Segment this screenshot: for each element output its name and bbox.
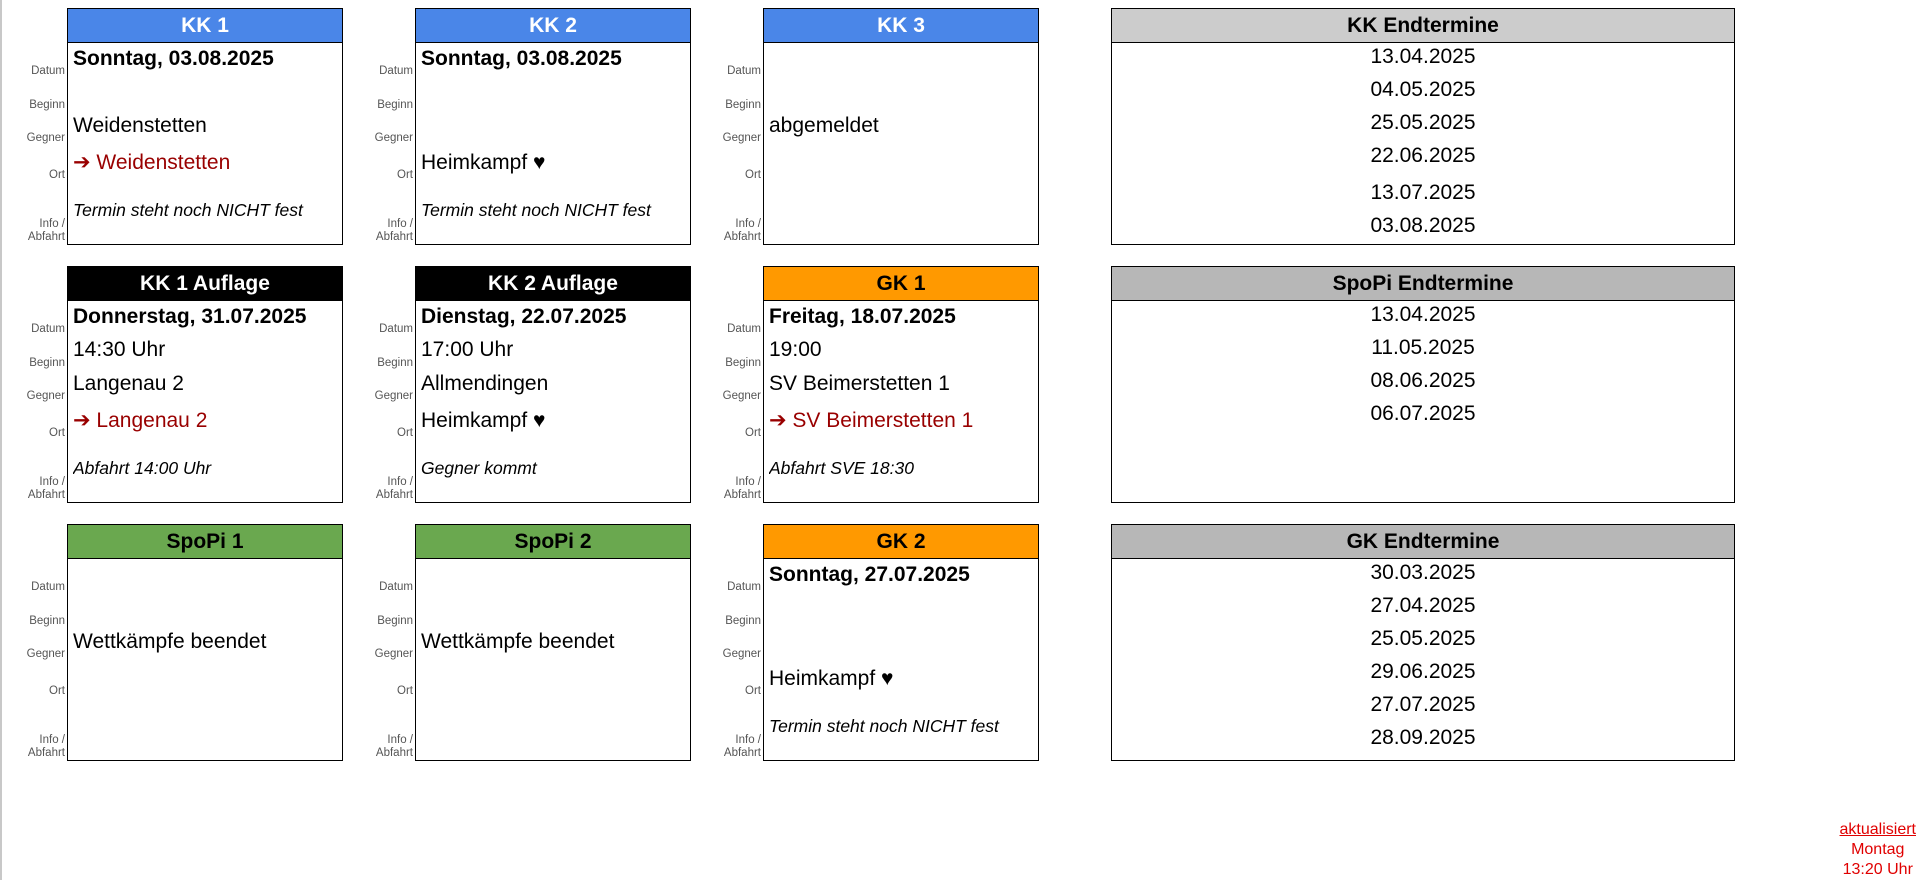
label-datum: Datum bbox=[31, 323, 65, 335]
card-info: Abfahrt SVE 18:30 bbox=[769, 458, 914, 478]
label-gegner: Gegner bbox=[26, 648, 65, 660]
card-box bbox=[67, 524, 343, 761]
label-beginn: Beginn bbox=[29, 615, 65, 627]
card-info: Abfahrt 14:00 Uhr bbox=[73, 458, 212, 478]
card-info: Termin steht noch NICHT fest bbox=[769, 716, 999, 736]
card-gegner: Allmendingen bbox=[421, 372, 549, 395]
card-gegner: SV Beimerstetten 1 bbox=[769, 372, 950, 395]
card-box bbox=[763, 266, 1039, 503]
card-info: Termin steht noch NICHT fest bbox=[421, 200, 651, 220]
card-gegner: Wettkämpfe beendet bbox=[421, 630, 615, 653]
card-info: Gegner kommt bbox=[421, 458, 537, 478]
card-title: GK 2 bbox=[764, 525, 1038, 559]
card-spopi2 bbox=[374, 524, 691, 761]
label-datum: Datum bbox=[379, 323, 413, 335]
endtermin-date: 27.07.2025 bbox=[1370, 693, 1476, 716]
updated-info bbox=[1840, 820, 1916, 880]
label-abfahrt: Abfahrt bbox=[27, 747, 65, 759]
label-gegner: Gegner bbox=[26, 132, 65, 144]
card-box bbox=[763, 8, 1039, 245]
card-kk2-auflage bbox=[374, 266, 691, 503]
card-gk1 bbox=[722, 266, 1039, 503]
card-info: Termin steht noch NICHT fest bbox=[73, 200, 303, 220]
label-gegner: Gegner bbox=[722, 132, 761, 144]
card-kk1 bbox=[26, 8, 343, 245]
card-ort: Heimkampf ♥ bbox=[421, 409, 546, 432]
endtermin-date: 11.05.2025 bbox=[1371, 336, 1475, 359]
card-title: KK 2 bbox=[416, 9, 690, 43]
card-gk2 bbox=[722, 524, 1039, 761]
card-ort: ➔ Langenau 2 bbox=[73, 409, 208, 432]
updated-link[interactable]: aktualisiert bbox=[1839, 821, 1916, 838]
card-ort: ➔ Weidenstetten bbox=[73, 151, 231, 174]
card-gegner: abgemeldet bbox=[769, 114, 879, 137]
card-box bbox=[67, 8, 343, 245]
label-gegner: Gegner bbox=[26, 390, 65, 402]
label-info: Info / bbox=[387, 734, 413, 746]
endtermin-date: 13.07.2025 bbox=[1370, 181, 1476, 204]
endtermine-box bbox=[1111, 266, 1735, 503]
label-ort: Ort bbox=[397, 169, 413, 181]
label-datum: Datum bbox=[727, 581, 761, 593]
spopi-endtermine-panel bbox=[1111, 266, 1735, 503]
label-ort: Ort bbox=[745, 169, 761, 181]
card-ort: ➔ SV Beimerstetten 1 bbox=[769, 409, 974, 432]
label-gegner: Gegner bbox=[722, 390, 761, 402]
card-beginn: 14:30 Uhr bbox=[73, 338, 166, 361]
label-beginn: Beginn bbox=[377, 357, 413, 369]
label-datum: Datum bbox=[31, 65, 65, 77]
label-datum: Datum bbox=[379, 581, 413, 593]
card-spopi1 bbox=[26, 524, 343, 761]
card-datum: Freitag, 18.07.2025 bbox=[769, 305, 956, 328]
card-kk2 bbox=[374, 8, 691, 245]
card-title: KK 1 Auflage bbox=[68, 267, 342, 301]
label-beginn: Beginn bbox=[29, 99, 65, 111]
card-beginn: 19:00 bbox=[769, 338, 822, 361]
updated-day: Montag bbox=[1851, 841, 1905, 858]
label-info: Info / bbox=[387, 218, 413, 230]
label-ort: Ort bbox=[745, 685, 761, 697]
card-datum: Sonntag, 03.08.2025 bbox=[421, 47, 622, 70]
gk-endtermine-panel bbox=[1111, 524, 1735, 761]
card-box bbox=[415, 266, 691, 503]
endtermin-date: 25.05.2025 bbox=[1370, 627, 1476, 650]
card-title: GK 1 bbox=[764, 267, 1038, 301]
label-abfahrt: Abfahrt bbox=[375, 747, 413, 759]
card-kk1-auflage bbox=[26, 266, 343, 503]
label-info: Info / bbox=[735, 218, 761, 230]
endtermine-box bbox=[1111, 8, 1735, 245]
label-abfahrt: Abfahrt bbox=[723, 747, 761, 759]
label-beginn: Beginn bbox=[725, 99, 761, 111]
label-ort: Ort bbox=[49, 685, 65, 697]
card-box bbox=[67, 266, 343, 503]
kk-endtermine-panel bbox=[1111, 8, 1735, 245]
label-gegner: Gegner bbox=[722, 648, 761, 660]
endtermin-date: 08.06.2025 bbox=[1370, 369, 1476, 392]
label-ort: Ort bbox=[49, 427, 65, 439]
card-title: KK 3 bbox=[764, 9, 1038, 43]
card-beginn: 17:00 Uhr bbox=[421, 338, 514, 361]
label-gegner: Gegner bbox=[374, 132, 413, 144]
label-abfahrt: Abfahrt bbox=[27, 231, 65, 243]
endtermine-title: GK Endtermine bbox=[1112, 525, 1734, 559]
label-beginn: Beginn bbox=[377, 615, 413, 627]
label-beginn: Beginn bbox=[725, 357, 761, 369]
label-gegner: Gegner bbox=[374, 390, 413, 402]
card-title: SpoPi 1 bbox=[68, 525, 342, 559]
label-abfahrt: Abfahrt bbox=[723, 231, 761, 243]
label-abfahrt: Abfahrt bbox=[723, 489, 761, 501]
updated-time: 13:20 Uhr bbox=[1842, 861, 1913, 878]
card-ort: Heimkampf ♥ bbox=[769, 667, 894, 690]
label-abfahrt: Abfahrt bbox=[375, 231, 413, 243]
endtermin-date: 30.03.2025 bbox=[1370, 561, 1476, 584]
label-info: Info / bbox=[735, 476, 761, 488]
endtermin-date: 29.06.2025 bbox=[1370, 660, 1476, 683]
label-ort: Ort bbox=[745, 427, 761, 439]
card-kk3 bbox=[722, 8, 1039, 245]
label-abfahrt: Abfahrt bbox=[375, 489, 413, 501]
label-datum: Datum bbox=[727, 65, 761, 77]
endtermin-date: 04.05.2025 bbox=[1370, 78, 1476, 101]
card-title: KK 1 bbox=[68, 9, 342, 43]
endtermine-title: SpoPi Endtermine bbox=[1112, 267, 1734, 301]
card-ort: Heimkampf ♥ bbox=[421, 151, 546, 174]
card-title: SpoPi 2 bbox=[416, 525, 690, 559]
label-datum: Datum bbox=[727, 323, 761, 335]
label-info: Info / bbox=[387, 476, 413, 488]
endtermine-box bbox=[1111, 524, 1735, 761]
label-datum: Datum bbox=[31, 581, 65, 593]
label-beginn: Beginn bbox=[29, 357, 65, 369]
card-gegner: Wettkämpfe beendet bbox=[73, 630, 267, 653]
label-gegner: Gegner bbox=[374, 648, 413, 660]
card-datum: Sonntag, 27.07.2025 bbox=[769, 563, 970, 586]
label-ort: Ort bbox=[49, 169, 65, 181]
card-box bbox=[415, 8, 691, 245]
card-box bbox=[763, 524, 1039, 761]
label-ort: Ort bbox=[397, 685, 413, 697]
endtermin-date: 03.08.2025 bbox=[1370, 214, 1476, 237]
card-box bbox=[415, 524, 691, 761]
endtermine-title: KK Endtermine bbox=[1112, 9, 1734, 43]
label-abfahrt: Abfahrt bbox=[27, 489, 65, 501]
endtermin-date: 25.05.2025 bbox=[1370, 111, 1476, 134]
label-info: Info / bbox=[735, 734, 761, 746]
endtermin-date: 28.09.2025 bbox=[1370, 726, 1476, 749]
card-title: KK 2 Auflage bbox=[416, 267, 690, 301]
card-datum: Sonntag, 03.08.2025 bbox=[73, 47, 274, 70]
endtermin-date: 22.06.2025 bbox=[1370, 144, 1476, 167]
label-beginn: Beginn bbox=[725, 615, 761, 627]
label-info: Info / bbox=[39, 218, 65, 230]
label-beginn: Beginn bbox=[377, 99, 413, 111]
card-gegner: Langenau 2 bbox=[73, 372, 184, 395]
label-ort: Ort bbox=[397, 427, 413, 439]
left-border bbox=[0, 0, 2, 880]
label-info: Info / bbox=[39, 734, 65, 746]
label-info: Info / bbox=[39, 476, 65, 488]
label-datum: Datum bbox=[379, 65, 413, 77]
endtermin-date: 06.07.2025 bbox=[1370, 402, 1476, 425]
endtermin-date: 13.04.2025 bbox=[1370, 303, 1476, 326]
card-gegner: Weidenstetten bbox=[73, 114, 207, 137]
endtermin-date: 27.04.2025 bbox=[1370, 594, 1476, 617]
endtermin-date: 13.04.2025 bbox=[1370, 45, 1476, 68]
card-datum: Donnerstag, 31.07.2025 bbox=[73, 305, 307, 328]
card-datum: Dienstag, 22.07.2025 bbox=[421, 305, 627, 328]
